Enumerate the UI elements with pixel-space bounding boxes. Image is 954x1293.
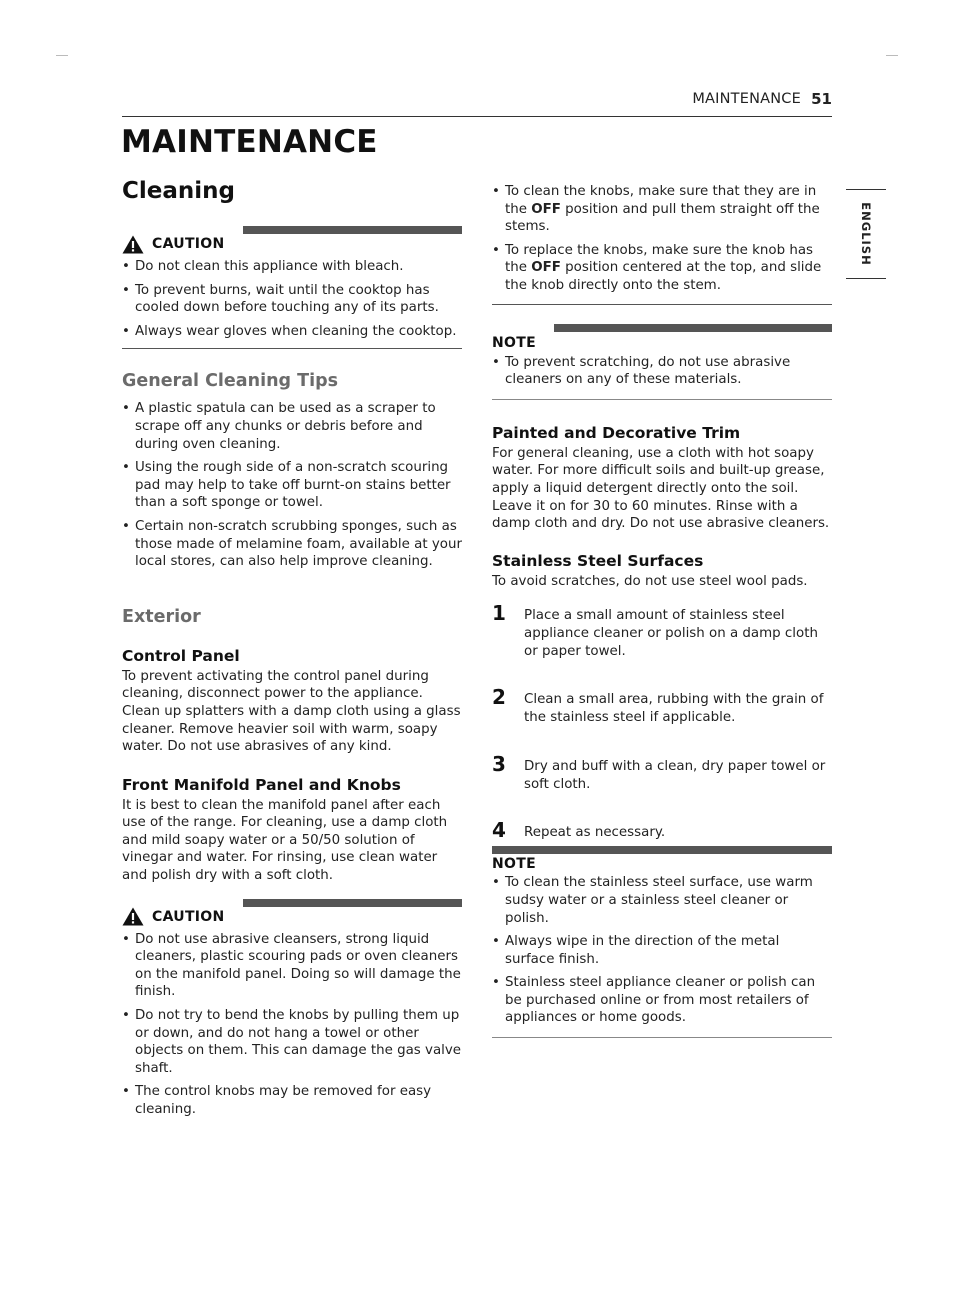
cleaning-heading: Cleaning: [122, 178, 235, 204]
warning-icon: [122, 907, 144, 926]
stainless-intro: To avoid scratches, do not use steel wool pads.: [492, 573, 808, 589]
off-keyword: OFF: [531, 260, 561, 276]
list-item: • Always wipe in the direction of the metal surface finish.: [492, 933, 832, 968]
stainless-steps: [492, 603, 832, 846]
list-item: • To clean the knobs, make sure that they are in the OFF position and pull them straight off the stems.: [492, 183, 832, 236]
step-text: Repeat as necessary.: [524, 825, 666, 841]
list-item: • Always wear gloves when cleaning the cooktop.: [122, 323, 462, 341]
crop-mark: [56, 55, 68, 56]
control-panel-text: To prevent activating the control panel during cleaning, disconnect power to the appliance. Clean up splatters with a damp cloth using a glass cleaner. Remove heavier soil with warm, soapy water. Do not use abrasives of any kind.: [122, 668, 461, 755]
note-list: [492, 874, 832, 1027]
page-number: 51: [811, 90, 832, 108]
list-item: • Stainless steel appliance cleaner or polish can be purchased online or from most retailers of appliances or home goods.: [492, 974, 832, 1027]
note-label: NOTE: [492, 856, 536, 873]
step-number: 2: [492, 685, 506, 710]
step-text: Place a small amount of stainless steel appliance cleaner or polish on a damp cloth or paper towel.: [524, 608, 818, 659]
list-item: • The control knobs may be removed for easy cleaning.: [122, 1083, 462, 1118]
language-tab-label: ENGLISH: [859, 202, 873, 266]
header-section-title: MAINTENANCE: [692, 91, 801, 107]
caution-list: [122, 258, 462, 340]
left-column: [122, 178, 462, 1127]
knobs-continued-box: [492, 183, 832, 305]
step-number: 4: [492, 818, 506, 843]
front-manifold-text: It is best to clean the manifold panel after each use of the range. For cleaning, use a damp cloth and mild soapy water or a 50/50 solution of vinegar and water. For rinsing, use clean water and polish dry with a soft cloth.: [122, 797, 448, 884]
warning-icon: [122, 235, 144, 254]
caution-label: CAUTION: [152, 908, 225, 925]
stainless-heading: Stainless Steel Surfaces: [492, 551, 704, 570]
crop-mark: [886, 55, 898, 56]
off-keyword: OFF: [531, 201, 561, 217]
step-number: 1: [492, 601, 506, 626]
note-box: [492, 324, 832, 400]
step-item: [492, 820, 832, 846]
list-item: • Using the rough side of a non-scratch scouring pad may help to take off burnt-on stains better than a soft sponge or towel.: [122, 459, 462, 512]
list-item: • To replace the knobs, make sure the knob has the OFF position centered at the top, and slide the knob directly onto the stem.: [492, 242, 832, 295]
step-item: [492, 754, 832, 820]
note-bar: [554, 324, 832, 332]
list-item: • To prevent burns, wait until the cooktop has cooled down before touching any of its parts.: [122, 282, 462, 317]
painted-trim-heading: Painted and Decorative Trim: [492, 423, 741, 442]
list-item: • To clean the stainless steel surface, use warm sudsy water or a stainless steel cleaner or polish.: [492, 874, 832, 927]
list-item: • Do not clean this appliance with bleach.: [122, 258, 462, 276]
caution-label: CAUTION: [152, 236, 225, 252]
step-number: 3: [492, 752, 506, 777]
exterior-heading: Exterior: [122, 606, 201, 627]
page-title: MAINTENANCE: [121, 124, 378, 160]
caution-list: [122, 931, 462, 1119]
step-text: Clean a small area, rubbing with the grain of the stainless steel if applicable.: [524, 692, 824, 725]
painted-trim-text: For general cleaning, use a cloth with hot soapy water. For more difficult soils and built-up grease, apply a liquid detergent directly onto the soil. Leave it on for 30 to 60 minutes. Rinse with a damp cloth and dry. Do not use abrasive cleaners.: [492, 445, 830, 532]
knobs-list: [492, 183, 832, 295]
note-list: [492, 354, 832, 389]
caution-box: [122, 899, 462, 1127]
general-tips-list: [122, 400, 462, 570]
note-label: NOTE: [492, 334, 536, 351]
list-item: • To prevent scratching, do not use abrasive cleaners on any of these materials.: [492, 354, 832, 389]
control-panel-heading: Control Panel: [122, 646, 240, 665]
right-column: [492, 183, 832, 1038]
note-bar: [492, 846, 832, 854]
list-item: • Certain non-scratch scrubbing sponges, such as those made of melamine foam, available at your local stores, can also help improve cleaning.: [122, 518, 462, 571]
list-item: • A plastic spatula can be used as a scraper to scrape off any chunks or debris before and during oven cleaning.: [122, 400, 462, 453]
running-header: [122, 89, 832, 117]
note-box: [492, 846, 832, 1038]
caution-box: [122, 226, 462, 349]
list-item: • Do not use abrasive cleansers, strong liquid cleaners, plastic scouring pads or oven cleaners on the manifold panel. Doing so will damage the finish.: [122, 931, 462, 1001]
general-tips-heading: General Cleaning Tips: [122, 371, 339, 392]
caution-bar: [243, 226, 462, 234]
list-item: • Do not try to bend the knobs by pulling them up or down, and do not hang a towel or other objects on them. This can damage the gas valve shaft.: [122, 1007, 462, 1077]
caution-bar: [243, 899, 462, 907]
step-item: [492, 687, 832, 754]
front-manifold-heading: Front Manifold Panel and Knobs: [122, 775, 401, 794]
step-text: Dry and buff with a clean, dry paper towel or soft cloth.: [524, 759, 826, 792]
step-item: [492, 603, 832, 687]
language-tab: [846, 189, 886, 279]
